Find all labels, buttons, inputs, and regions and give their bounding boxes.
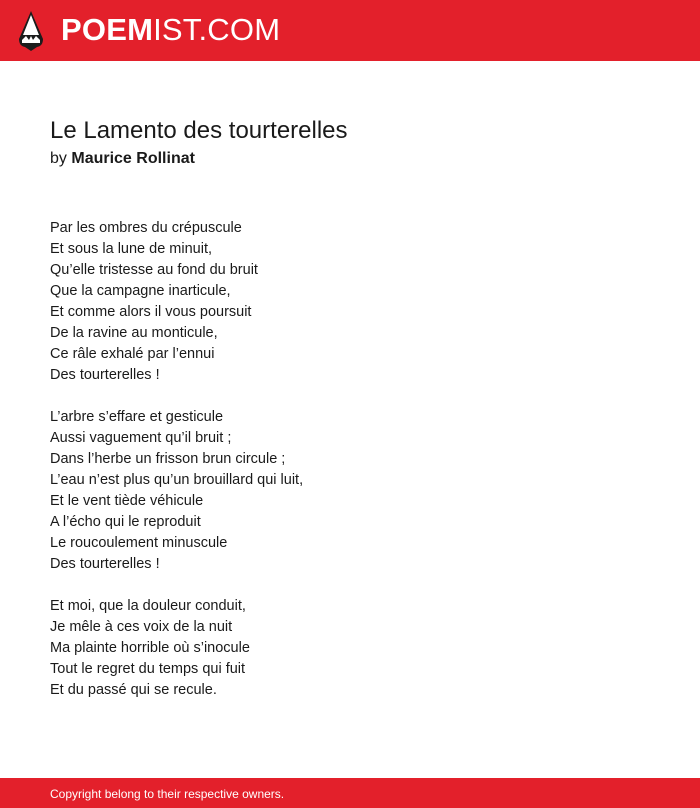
poem-line: A l’écho qui le reproduit [50,514,201,530]
poem-line: Tout le regret du temps qui fuit [50,661,246,677]
logo-brand-light: IST.COM [153,12,281,47]
poem-line: Le roucoulement minuscule [50,535,228,551]
poem-line: Ce râle exhalé par l’ennui [50,346,215,362]
poem-line: Et du passé qui se recule. [50,682,217,698]
poem-line: Des tourterelles ! [50,367,160,383]
poem-line: Dans l’herbe un frisson brun circule ; [50,451,286,467]
poem-line: Et moi, que la douleur conduit, [50,598,246,614]
poem-line: Et le vent tiède véhicule [50,493,204,509]
poem-line: Aussi vaguement qu’il bruit ; [50,430,232,446]
site-footer [0,778,700,808]
poem-line: Par les ombres du crépuscule [50,220,242,236]
poem-line: Des tourterelles ! [50,556,160,572]
poem-line: Ma plainte horrible où s’inocule [50,640,250,656]
poem-title: Le Lamento des tourterelles [50,117,348,144]
poem-byline [50,148,195,170]
poem-line: L’eau n’est plus qu’un brouillard qui luit, [50,472,304,488]
byline-prefix: by [50,150,67,167]
copyright-text: Copyright belong to their respective owners. [50,787,285,801]
stanza [50,596,650,701]
poem-line: Que la campagne inarticule, [50,283,231,299]
poem-line: L’arbre s’effare et gesticule [50,409,224,425]
logo-brand-bold: POEM [61,12,154,47]
site-header [0,0,700,61]
poem-line: Et comme alors il vous poursuit [50,304,252,320]
stanza [50,218,650,386]
poem-line: De la ravine au monticule, [50,325,218,341]
poem-line: Qu’elle tristesse au fond du bruit [50,262,258,278]
stanza [50,407,650,575]
poem-body [50,218,650,722]
poem-author: Maurice Rollinat [71,150,195,167]
poem-line: Je mêle à ces voix de la nuit [50,619,233,635]
site-logo[interactable] [61,12,280,48]
pencil-tip-icon[interactable] [18,10,44,52]
poem-line: Et sous la lune de minuit, [50,241,213,257]
